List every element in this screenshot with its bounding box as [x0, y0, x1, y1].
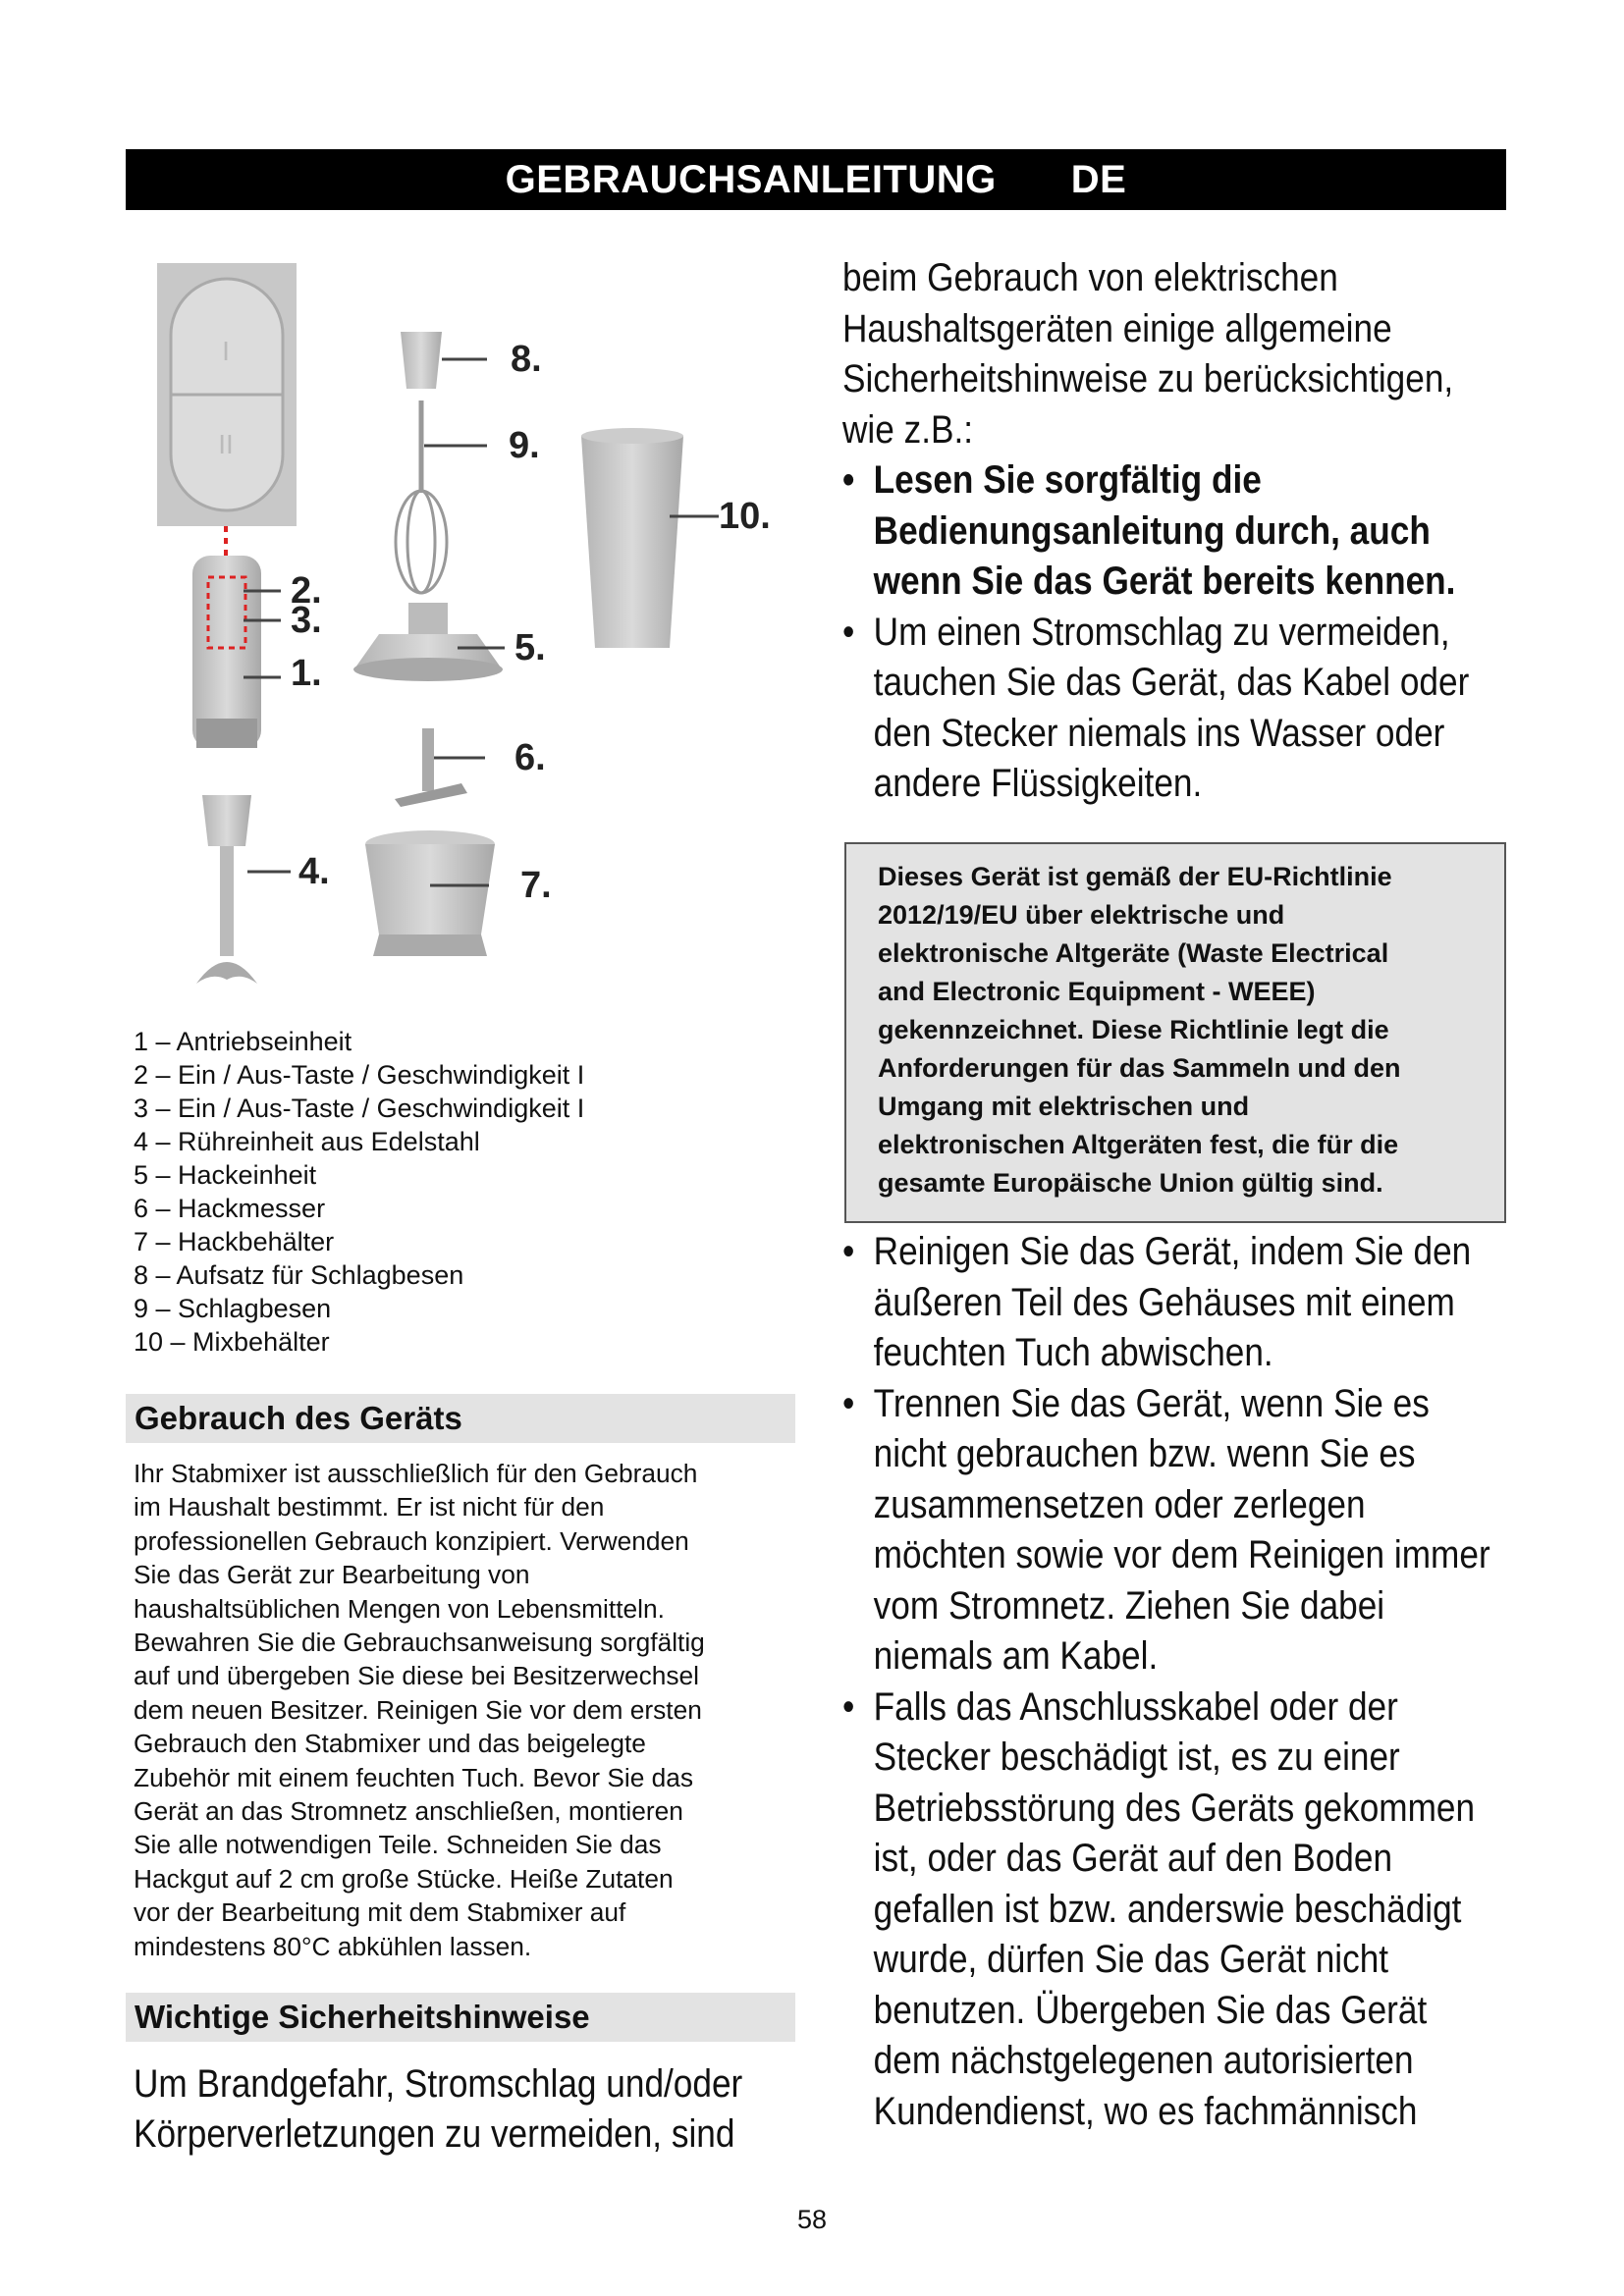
legend-item: 10 – Mixbehälter	[134, 1327, 330, 1357]
text-line: Körperverletzungen zu vermeiden, sind	[134, 2112, 735, 2156]
callout-6: 6.	[514, 737, 546, 778]
legend-item: 1 – Antriebseinheit	[134, 1027, 352, 1056]
text-line: Um Brandgefahr, Stromschlag und/oder	[134, 2062, 743, 2106]
page-header	[126, 149, 1506, 210]
whisk-part	[396, 400, 487, 593]
text-line: Lesen Sie sorgfältig die	[873, 458, 1262, 502]
text-line: and Electronic Equipment - WEEE)	[878, 977, 1316, 1006]
text-line: auf und übergeben Sie diese bei Besitzerwechsel	[134, 1661, 699, 1691]
text-line: professionellen Gebrauch konzipiert. Verwenden	[134, 1525, 689, 1556]
legend-item: 9 – Schlagbesen	[134, 1294, 332, 1323]
text-line: vom Stromnetz. Ziehen Sie dabei	[873, 1583, 1385, 1628]
bullet-electric-shock	[842, 608, 1470, 810]
chopper-bowl-part	[365, 830, 495, 956]
text-line: Bewahren Sie die Gebrauchsanweisung sorgfältig	[134, 1628, 705, 1658]
text-line: vor der Bearbeitung mit dem Stabmixer auf	[134, 1897, 626, 1928]
whisk-attachment-part	[401, 332, 487, 389]
right-column	[842, 253, 1530, 810]
text-line: zusammensetzen oder zerlegen	[873, 1482, 1366, 1526]
bullet-dot: •	[842, 1684, 855, 1729]
text-line: Anforderungen für das Sammeln und den	[878, 1053, 1401, 1083]
parts-legend	[134, 1025, 801, 1359]
text-line: tauchen Sie das Gerät, das Kabel oder	[873, 661, 1470, 704]
text-line: niemals am Kabel.	[873, 1634, 1159, 1678]
usage-heading: Gebrauch des Geräts	[126, 1394, 795, 1443]
safety-intro-paragraph	[134, 2059, 743, 2160]
text-line: Reinigen Sie das Gerät, indem Sie den	[873, 1230, 1472, 1273]
text-line: Sie das Gerät zur Bearbeitung von	[134, 1560, 530, 1590]
header-language: DE	[1070, 157, 1127, 201]
text-line: gefallen ist bzw. anderswie beschädigt	[873, 1887, 1462, 1931]
text-line: andere Flüssigkeiten.	[873, 762, 1203, 805]
text-line: feuchten Tuch abwischen.	[873, 1331, 1273, 1374]
text-line: beim Gebrauch von elektrischen	[842, 256, 1338, 299]
blending-stick	[196, 795, 291, 984]
callout-2: 2.	[291, 570, 322, 612]
text-line: Bedienungsanleitung durch, auch	[873, 508, 1431, 553]
text-line: Um einen Stromschlag zu vermeiden,	[873, 610, 1450, 654]
chopper-blade-part	[395, 728, 485, 807]
bullet-dot: •	[842, 458, 855, 502]
text-line: 2012/19/EU über elektrische und	[878, 900, 1285, 930]
safety-heading: Wichtige Sicherheitshinweise	[126, 1993, 795, 2042]
callout-10: 10.	[719, 496, 771, 537]
text-line: Ihr Stabmixer ist ausschließlich für den Gebrauch	[134, 1459, 698, 1488]
text-line: möchten sowie vor dem Reinigen immer	[873, 1533, 1490, 1576]
text-line: im Haushalt bestimmt. Er ist nicht für den	[134, 1492, 605, 1522]
text-line: Betriebsstörung des Geräts gekommen	[873, 1786, 1476, 1830]
text-line: elektronischen Altgeräten fest, die für die	[878, 1130, 1399, 1159]
bullet-dot: •	[842, 610, 855, 654]
motor-unit	[192, 556, 281, 748]
text-line: haushaltsüblichen Mengen von Lebensmitteln.	[134, 1593, 665, 1624]
text-line: wie z.B.:	[842, 407, 974, 452]
text-line: wurde, dürfen Sie das Gerät nicht	[873, 1938, 1389, 1981]
callout-1: 1.	[291, 653, 322, 694]
switch-label-1: I	[222, 336, 230, 366]
legend-item: 4 – Rühreinheit aus Edelstahl	[134, 1127, 480, 1156]
text-line: Sicherheitshinweise zu berücksichtigen,	[842, 357, 1454, 400]
text-line: Gebrauch den Stabmixer und das beigelegte	[134, 1729, 646, 1759]
text-line: gesamte Europäische Union gültig sind.	[878, 1168, 1383, 1198]
legend-item: 6 – Hackmesser	[134, 1194, 326, 1223]
bullet-dot: •	[842, 1230, 855, 1273]
text-line: Dieses Gerät ist gemäß der EU-Richtlinie	[878, 862, 1392, 891]
mixing-beaker-part	[581, 428, 719, 648]
chopper-lid-part	[353, 603, 505, 681]
legend-item: 7 – Hackbehälter	[134, 1227, 335, 1256]
text-line: mindestens 80°C abkühlen lassen.	[134, 1931, 532, 1961]
text-line: gekennzeichnet. Diese Richtlinie legt die	[878, 1015, 1389, 1044]
callout-7: 7.	[520, 865, 552, 906]
text-line: dem nächstgelegenen autorisierten	[873, 2039, 1414, 2082]
product-parts-illustration	[147, 257, 795, 1013]
legend-item: 5 – Hackeinheit	[134, 1160, 317, 1190]
text-line: ist, oder das Gerät auf den Boden	[873, 1837, 1393, 1880]
text-line: benutzen. Übergeben Sie das Gerät	[873, 1988, 1428, 2032]
legend-item: 3 – Ein / Aus-Taste / Geschwindigkeit I	[134, 1094, 585, 1123]
right-intro-paragraph	[842, 253, 1530, 455]
text-line: äußeren Teil des Gehäuses mit einem	[873, 1280, 1455, 1324]
legend-item: 2 – Ein / Aus-Taste / Geschwindigkeit I	[134, 1060, 585, 1090]
legend-item: 8 – Aufsatz für Schlagbesen	[134, 1260, 464, 1290]
usage-paragraph	[134, 1457, 801, 1963]
bullet-dot: •	[842, 1381, 855, 1425]
text-line: Trennen Sie das Gerät, wenn Sie es	[873, 1381, 1430, 1425]
callout-4: 4.	[298, 851, 330, 892]
header-title: GEBRAUCHSANLEITUNG	[505, 157, 997, 201]
callout-9: 9.	[509, 425, 540, 466]
page-number: 58	[796, 2205, 828, 2234]
text-line: Hackgut auf 2 cm große Stücke. Heiße Zutaten	[134, 1863, 674, 1894]
weee-notice-box	[844, 842, 1506, 1223]
bullet-disconnect	[842, 1379, 1490, 1682]
callout-3: 3.	[291, 600, 322, 641]
bullet-cleaning	[842, 1227, 1472, 1379]
text-line: elektronische Altgeräte (Waste Electrical	[878, 938, 1389, 968]
right-column-lower	[842, 1227, 1530, 2137]
text-line: Kundendienst, wo es fachmännisch	[873, 2089, 1418, 2133]
text-line: Stecker beschädigt ist, es zu einer	[873, 1735, 1400, 1779]
text-line: Umgang mit elektrischen und	[878, 1092, 1250, 1121]
text-line: den Stecker niemals ins Wasser oder	[873, 711, 1445, 755]
bullet-damaged-cable	[842, 1682, 1476, 2138]
switch-label-2: II	[218, 429, 234, 459]
text-line: Gerät an das Stromnetz anschließen, montieren	[134, 1796, 683, 1827]
text-line: dem neuen Besitzer. Reinigen Sie vor dem ersten	[134, 1694, 702, 1725]
bullet-read-manual	[842, 455, 1456, 608]
text-line: nicht gebrauchen bzw. wenn Sie es	[873, 1432, 1416, 1475]
control-panel-closeup	[157, 263, 297, 526]
text-line: Falls das Anschlusskabel oder der	[873, 1684, 1398, 1729]
text-line: Haushaltsgeräten einige allgemeine	[842, 306, 1392, 350]
callout-8: 8.	[511, 339, 542, 380]
text-line: Sie alle notwendigen Teile. Schneiden Sie das	[134, 1830, 662, 1860]
callout-5: 5.	[514, 627, 546, 668]
text-line: wenn Sie das Gerät bereits kennen.	[873, 560, 1456, 603]
text-line: Zubehör mit einem feuchten Tuch. Bevor Sie das	[134, 1762, 694, 1792]
